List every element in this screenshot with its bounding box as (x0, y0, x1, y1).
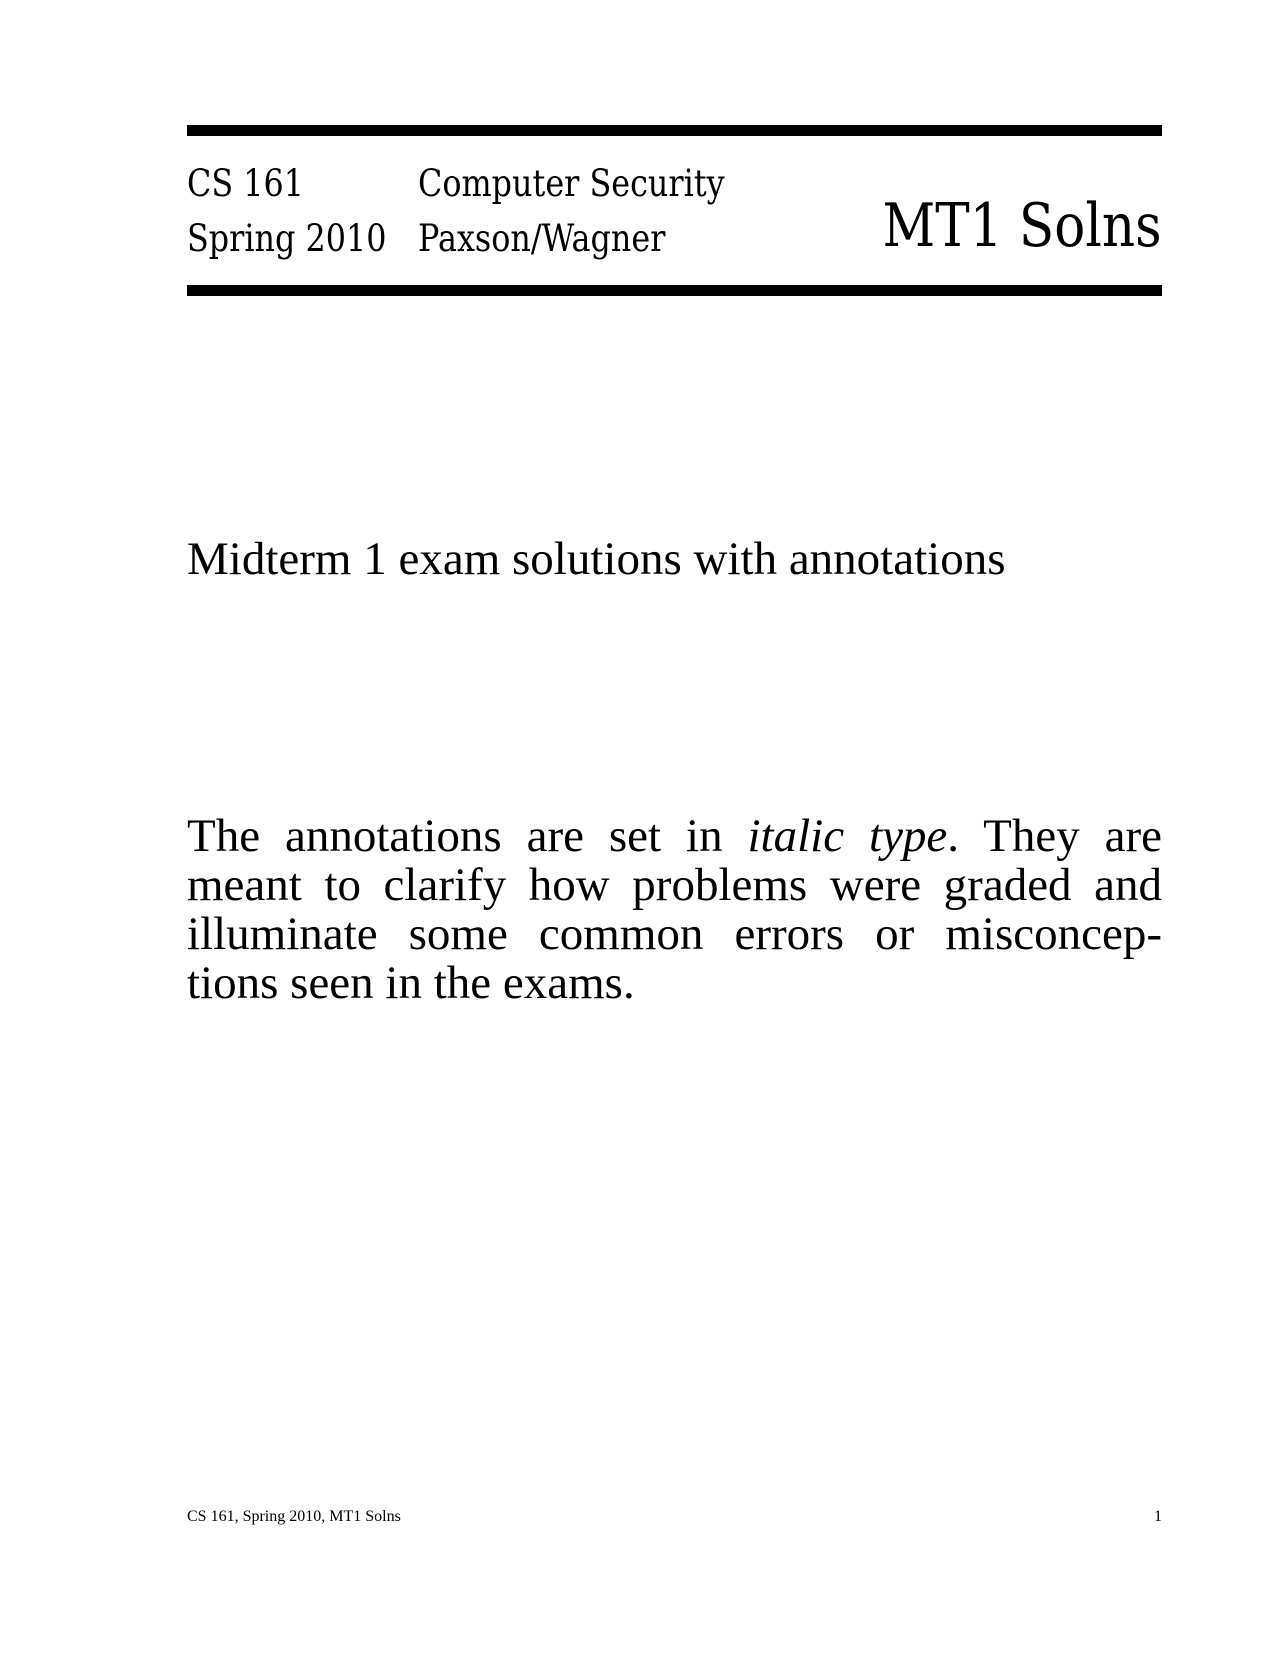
page-subtitle: Midterm 1 exam solutions with annotations (187, 533, 1006, 585)
paragraph-line-3: illuminate some common errors or misconcep- (187, 908, 1162, 960)
header-rule-bottom (187, 285, 1162, 296)
page-number: 1 (1154, 1508, 1162, 1525)
paragraph-line-2: meant to clarify how problems were graded and (187, 859, 1162, 911)
header-term: Spring 2010 (187, 217, 387, 260)
header-subject: Computer Security (418, 162, 725, 205)
header-doc-title: MT1 Solns (882, 191, 1162, 261)
header-instructors: Paxson/Wagner (418, 217, 666, 260)
header-course: CS 161 (187, 162, 305, 205)
paragraph-line-1 (187, 812, 1162, 861)
header-rule-top (187, 125, 1162, 136)
footer-running-title: CS 161, Spring 2010, MT1 Solns (187, 1508, 401, 1525)
paragraph-text: . They are (947, 810, 1162, 862)
paragraph-text: The annotations are set in (187, 810, 748, 862)
italic-text: italic type (747, 810, 948, 862)
intro-paragraph (187, 812, 1162, 1008)
paragraph-line-4: tions seen in the exams. (187, 957, 635, 1009)
